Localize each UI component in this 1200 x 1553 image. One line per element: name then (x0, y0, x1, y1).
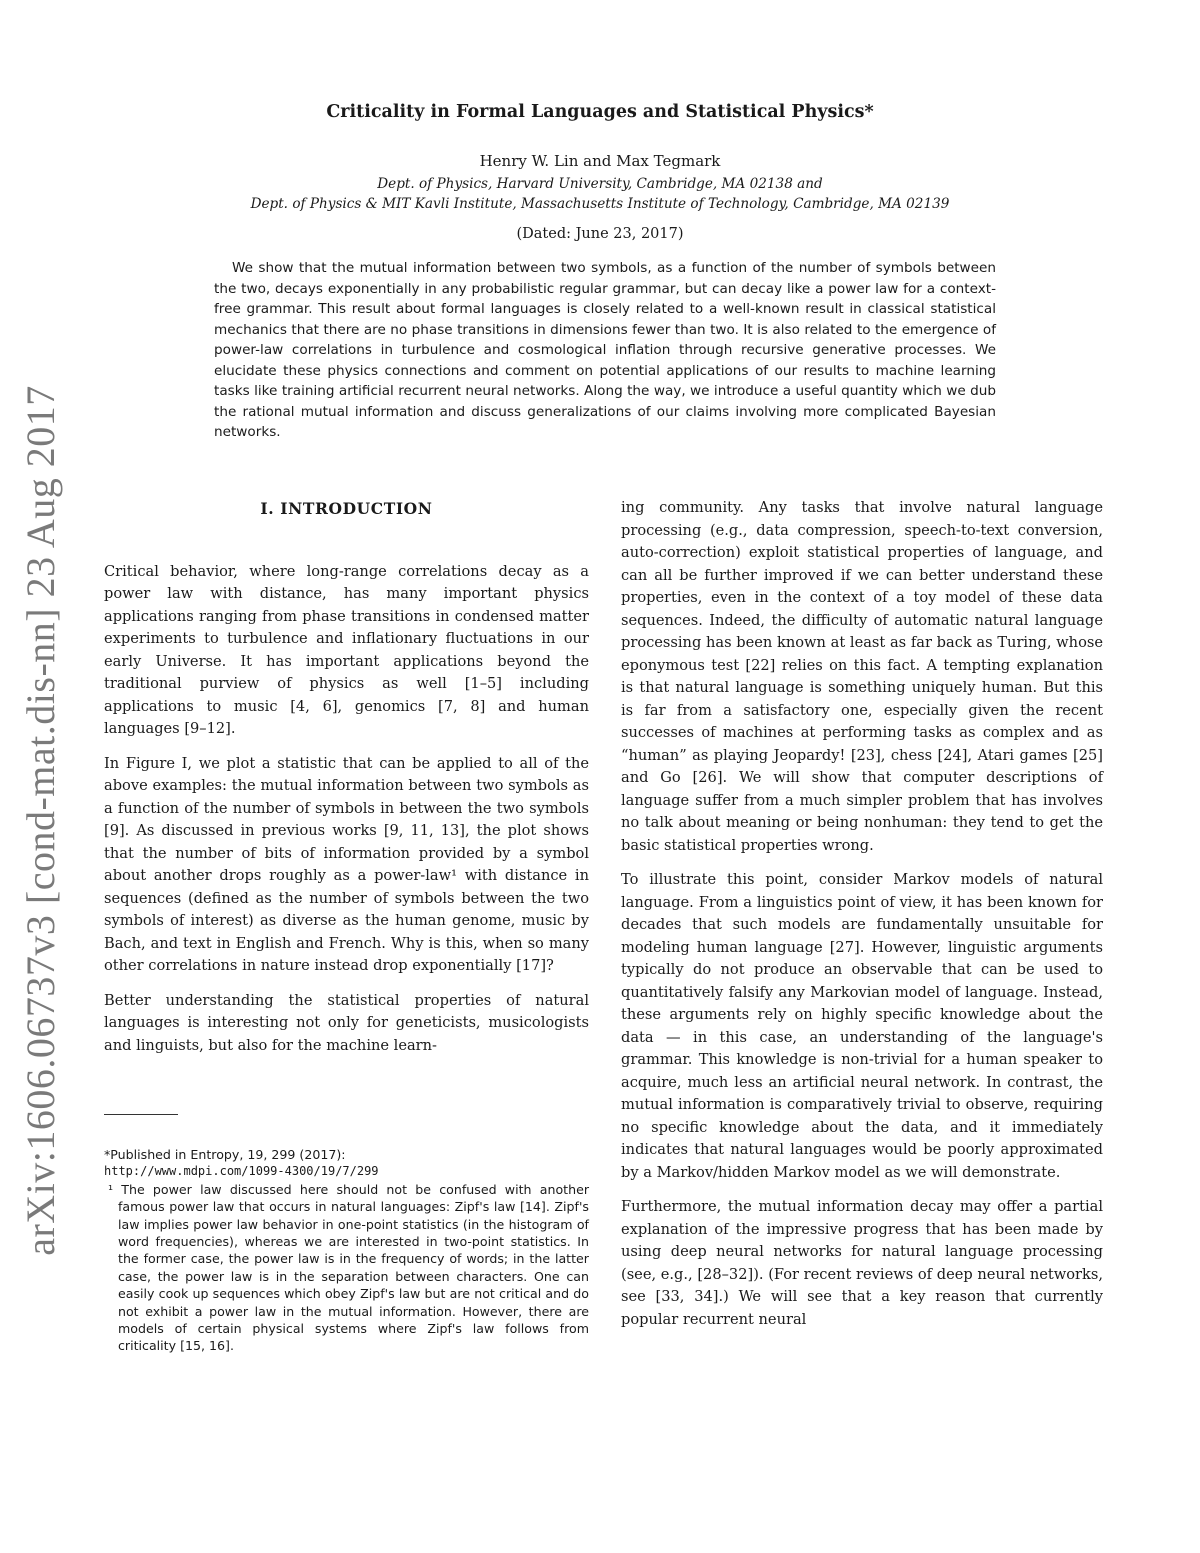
paragraph-nlp-community: ing community. Any tasks that involve natural language processing (e.g., data compression, speech-to-text conversion, auto-correction) exploit statistical properties of language, and can all be further improved if we can better understand these properties, even in the context of a toy model of these data sequences. Indeed, the difficulty of automatic natural language processing has been known at least as far back as Turing, whose eponymous test [22] relies on this fact. A tempting explanation is that natural language is something uniquely human. But this is far from a satisfactory one, especially given the recent successes of machines at performing tasks as complex and as “human” as playing Jeopardy! [23], chess [24], Atari games [25] and Go [26]. We will show that computer descriptions of language suffer from a much simpler problem that has involves no talk about meaning or being nonhuman: they tend to get the basic statistical properties wrong. (621, 499, 1103, 854)
footnote-power-law: ¹ The power law discussed here should not be confused with another famous power law that occurs in natural languages: Zipf's law [14]. Zipf's law implies power law behavior in one-point statistics (in the histogram of word frequencies), whereas we are interested in two-point statistics. In the former case, the power law is in the frequency of words; in the latter case, the power law is in the separation between characters. One can easily cook up sequences which obey Zipf's law but are not critical and do not exhibit a power law in the mutual information. However, there are models of certain physical systems where Zipf's law follows from criticality [15, 16]. (108, 1181, 589, 1354)
section-heading-introduction: I. INTRODUCTION (260, 499, 433, 518)
authors: Henry W. Lin and Max Tegmark (479, 152, 721, 170)
paragraph-mutual-information-decay: Furthermore, the mutual information decay may offer a partial explanation of the impressive progress that has been made by using deep neural networks for natural language processing (see, e.g., [28–32]). (For recent reviews of deep neural networks, see [33, 34].) We will see that a key reason that currently popular recurrent neural (621, 1198, 1103, 1328)
left-column (104, 497, 589, 1355)
paragraph-figure-mutual-information: In Figure I, we plot a statistic that can be applied to all of the above examples: the mutual information between two symbols as a function of the number of symbols in between the two symbols [9]. As discussed in previous works [9, 11, 13], the plot shows that the number of bits of information provided by a symbol about another drops roughly as a power-law¹ with distance in sequences (defined as the number of symbols between the two symbols of interest) as diverse as the human genome, music by Bach, and text in English and French. Why is this, when so many other correlations in nature instead drop exponentially [17]? (104, 754, 589, 974)
footnotes (104, 1146, 589, 1355)
date-line: (Dated: June 23, 2017) (516, 226, 684, 242)
paragraph-critical-behavior: Critical behavior, where long-range correlations decay as a power law with distance, has many important physics applications ranging from phase transitions in condensed matter experiments to turbulence and inflationary fluctuations in our early Universe. It has important applications beyond the traditional purview of physics as well [1–5] including applications to music [4, 6], genomics [7, 8] and human languages [9–12]. (104, 562, 589, 737)
paragraph-better-understanding: Better understanding the statistical properties of natural languages is interesting not only for geneticists, musicologists and linguists, but also for the machine learn- (104, 991, 589, 1054)
footnote-rule (104, 1114, 178, 1115)
paper-title: Criticality in Formal Languages and Statistical Physics* (326, 102, 874, 122)
affiliation-mit: Dept. of Physics & MIT Kavli Institute, Massachusetts Institute of Technology, Cambridge, MA 02139 (250, 196, 950, 212)
footnote-url-link[interactable]: http://www.mdpi.com/1099-4300/19/7/299 (104, 1164, 379, 1179)
footnote-published: *Published in Entropy, 19, 299 (2017): (104, 1147, 346, 1162)
affiliation-harvard: Dept. of Physics, Harvard University, Cambridge, MA 02138 and (377, 176, 823, 192)
right-column (621, 497, 1103, 1343)
arxiv-identifier: arXiv:1606.06737v3 [cond-mat.dis-nn] 23 Aug 2017 (17, 384, 63, 1256)
paragraph-markov-models: To illustrate this point, consider Markov models of natural language. From a linguistics point of view, it has been known for decades that such models are fundamentally unsuitable for modeling human language [27]. However, linguistic arguments typically do not produce an observable that can be used to quantitatively falsify any Markovian model of language. Instead, these arguments rely on highly specific knowledge about the data — in this case, an understanding of the language's grammar. This knowledge is non-trivial for a human speaker to acquire, much less an artificial neural network. In contrast, the mutual information is comparatively trivial to observe, requiring no specific knowledge about the data, and it immediately indicates that natural languages would be poorly approximated by a Markov/hidden Markov model as we will demonstrate. (621, 871, 1103, 1181)
arxiv-side-stamp (0, 340, 80, 1300)
abstract: We show that the mutual information between two symbols, as a function of the number of symbols between the two, decays exponentially in any probabilistic regular grammar, but can decay like a power law for a context-free grammar. This result about formal languages is closely related to a well-known result in classical statistical mechanics that there are no phase transitions in dimensions fewer than two. It is also related to the emergence of power-law correlations in turbulence and cosmological inflation through recursive generative processes. We elucidate these physics connections and comment on potential applications of our results to machine learning tasks like training artificial recurrent neural networks. Along the way, we introduce a useful quantity which we dub the rational mutual information and discuss generalizations of our claims involving more complicated Bayesian networks. (214, 260, 996, 440)
